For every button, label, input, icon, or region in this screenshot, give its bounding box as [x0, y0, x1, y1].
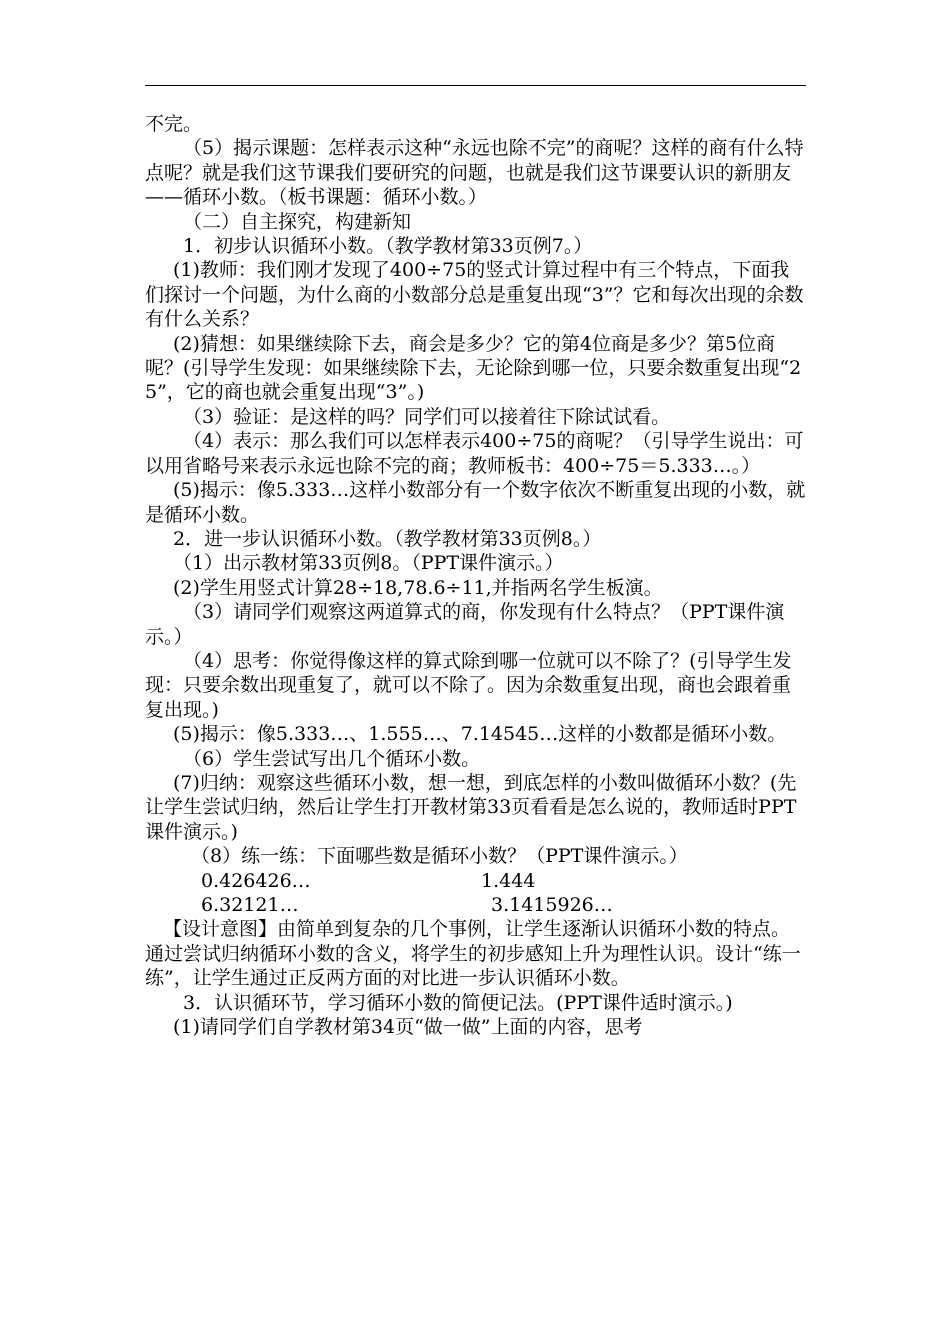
section-heading-explore: （二）自主探究，构建新知 — [183, 210, 412, 233]
paragraph-reveal-examples: (5)揭示：像5.333…、1.555…、7.14545…这样的小数都是循环小数。 — [173, 723, 787, 746]
subsection-heading-3: 3．认识循环节，学习循环小数的简便记法。(PPT课件适时演示。) — [183, 991, 733, 1014]
subsection-heading-1: 1．初步认识循环小数。（教学教材第33页例7。） — [183, 235, 593, 258]
paragraph-reveal-topic: （5）揭示课题：怎样表示这种“永远也除不完”的商呢？这样的商有什么特点呢？就是我们这节课我们要研究的问题，也就是我们这节课要认识的新朋友——循环小数。（板书课题：循环小数。） — [145, 137, 804, 209]
paragraph-observe: （3）请同学们观察这两道算式的商，你发现有什么特点？（PPT课件演示。） — [145, 601, 785, 648]
paragraph-think: （4）思考：你觉得像这样的算式除到哪一位就可以不除了？(引导学生发现：只要余数出现重复了，就可以不除了。因为余数重复出现，商也会跟着重复出现。) — [145, 649, 792, 721]
design-intent-paragraph — [145, 917, 806, 990]
subsection-heading-2: 2．进一步认识循环小数。（教学教材第33页例8。） — [173, 527, 602, 550]
paragraph-continuation: 不完。 — [145, 113, 203, 135]
design-intent-text: 由简单到复杂的几个事例，让学生逐渐认识循环小数的特点。通过尝试归纳循环小数的含义，将学生的初步感知上升为理性认识。设计“练一练”，让学生通过正反两方面的对比进一步认识循环小数。 — [145, 918, 801, 990]
paragraph-self-study: (1)请同学们自学教材第34页“做一做”上面的内容，思考 — [173, 1016, 643, 1039]
exercise-number: 1.444 — [481, 869, 536, 892]
paragraph-practice: （8）练一练：下面哪些数是循环小数？（PPT课件演示。） — [191, 845, 688, 868]
paragraph-try-write: （6）学生尝试写出几个循环小数。 — [183, 747, 481, 770]
paragraph-vertical-calc: (2)学生用竖式计算28÷18,78.6÷11,并指两名学生板演。 — [173, 576, 663, 599]
document-body — [145, 112, 806, 1039]
paragraph-verify: （3）验证：是这样的吗？同学们可以接着往下除试试看。 — [183, 405, 671, 428]
paragraph-show-example: （1）出示教材第33页例8。（PPT课件演示。） — [173, 552, 564, 575]
design-intent-label: 【设计意图】 — [163, 918, 278, 941]
paragraph-guess: (2)猜想：如果继续除下去，商会是多少？它的第4位商是多少？第5位商呢？(引导学生发现：如果继续除下去，无论除到哪一位，只要余数重复出现“25”，它的商也就会重复出现“3”。) — [145, 332, 802, 404]
exercise-row-2 — [145, 893, 806, 917]
paragraph-represent: （4）表示：那么我们可以怎样表示400÷75的商呢？（引导学生说出：可以用省略号来表示永远也除不完的商；教师板书：400÷75＝5.333…。） — [145, 430, 804, 477]
exercise-row-1 — [145, 869, 806, 893]
exercise-number: 6.32121… — [201, 894, 299, 916]
paragraph-reveal-definition: (5)揭示：像5.333…这样小数部分有一个数字依次不断重复出现的小数，就是循环小数。 — [145, 479, 806, 526]
header-rule — [145, 85, 806, 86]
paragraph-summarize: (7)归纳：观察这些循环小数，想一想，到底怎样的小数叫做循环小数？(先让学生尝试归纳，然后让学生打开教材第33页看看是怎么说的，教师适时PPT课件演示。) — [145, 771, 797, 843]
paragraph-teacher: (1)教师：我们刚才发现了400÷75的竖式计算过程中有三个特点，下面我们探讨一个问题，为什么商的小数部分总是重复出现“3”？它和每次出现的余数有什么关系？ — [145, 259, 804, 331]
exercise-number: 3.1415926… — [491, 894, 613, 916]
exercise-number: 0.426426… — [201, 869, 311, 892]
